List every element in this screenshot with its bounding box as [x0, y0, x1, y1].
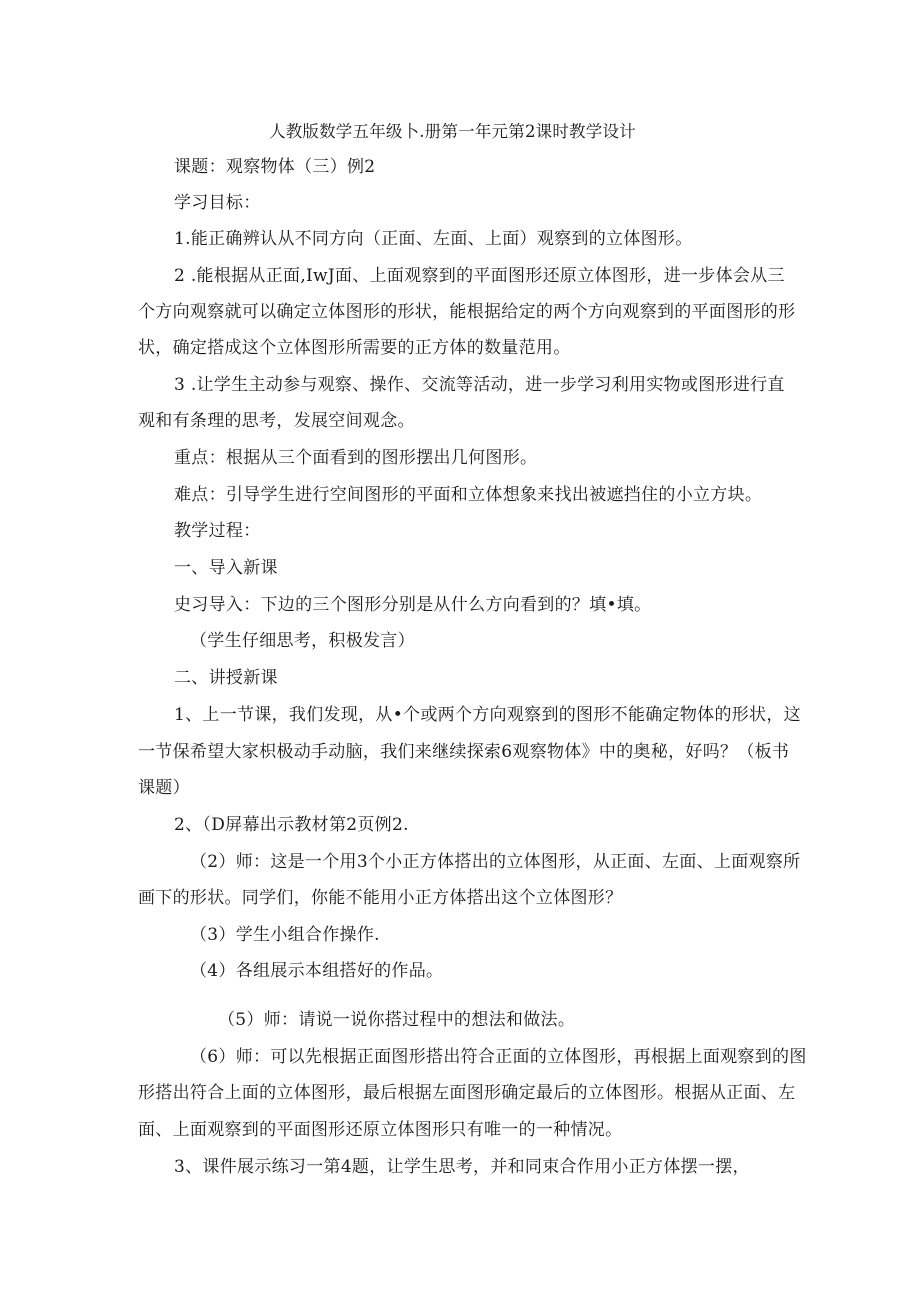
step-3: 3、课件展示练习一第4题，让学生思考，并和同束合作用小正方体摆一摆，	[174, 1157, 750, 1177]
key-point: 重点：根据从三个面看到的图形摆出几何图形。	[174, 448, 538, 468]
objective-2-line-3: 状，确定搭成这个立体图形所需要的正方体的数量范用。	[138, 338, 571, 358]
step-2-2-line-2: 画下的形状。同学们，你能不能用小正方体搭出这个立体图形？	[138, 888, 623, 908]
review-note: （学生仔细思考，积极发言）	[190, 631, 415, 651]
step-2-4: （4）各组展示本组搭好的作品。	[190, 961, 444, 981]
objectives-heading: 学习目标：	[174, 193, 261, 213]
section-2-heading: 二、讲授新课	[174, 668, 278, 688]
step-2-5: （5）师：请说一说你搭过程中的想法和做法。	[218, 1010, 576, 1030]
objective-3-line-2: 观和有条理的思考，发展空间观念。	[138, 411, 415, 431]
step-2-3: （3）学生小组合作操作.	[190, 925, 380, 945]
process-heading: 教学过程：	[174, 521, 261, 541]
step-2-6-line-1: （6）师：可以先根据正面图形搭出符合正面的立体图形，再根据上面观察到的图	[190, 1047, 807, 1067]
objective-2-line-1: 2 .能根据从正面,IwJ面、上面观察到的平面图形还原立体图形，进一步体会从三	[174, 266, 785, 286]
objective-3-line-1: 3 .让学生主动参与观察、操作、交流等活动，进一步学习利用实物或图形进行直	[174, 375, 785, 395]
step-1-line-3: 课题）	[138, 778, 190, 798]
lesson-topic: 课题：观察物体（三）例2	[174, 157, 376, 177]
step-1-line-2: 一节保希望大家枳极动手动脑，我们来继续探索6观察物体》中的奥秘，好吗？（板书	[138, 742, 790, 762]
step-2-6-line-3: 面、上面观察到的平面图形还原立体图形只有唯一的一种情况。	[138, 1120, 623, 1140]
review-intro: 史习导入：下边的三个图形分别是从什么方向看到的？填•填。	[174, 595, 652, 615]
section-1-heading: 一、导入新课	[174, 558, 278, 578]
step-2: 2、（D屏幕出示教材第2页例2.	[174, 815, 409, 835]
objective-2-line-2: 个方向观察就可以确定立体图形的形状，能根据给定的两个方向观察到的平面图形的形	[138, 302, 796, 322]
objective-1: 1.能正确辨认从不同方向（正面、左面、上面）观察到的立体图形。	[174, 229, 693, 249]
step-2-6-line-2: 形搭出符合上面的立体图形，最后根据左面图形确定最后的立体图形。根据从正面、左	[138, 1083, 796, 1103]
difficult-point: 难点：引导学生进行空间图形的平面和立体想象来找出被遮挡住的小立方块。	[174, 485, 763, 505]
step-1-line-1: 1、上一节课，我们发现，从•个或两个方向观察到的图形不能确定物体的形状，这	[174, 705, 801, 725]
document-title: 人教版数学五年级卜.册第一年元第2课时教学设计	[269, 122, 636, 141]
step-2-2-line-1: （2）师：这是一个用3个小正方体搭出的立体图形，从正面、左面、上面观察所	[190, 852, 801, 872]
